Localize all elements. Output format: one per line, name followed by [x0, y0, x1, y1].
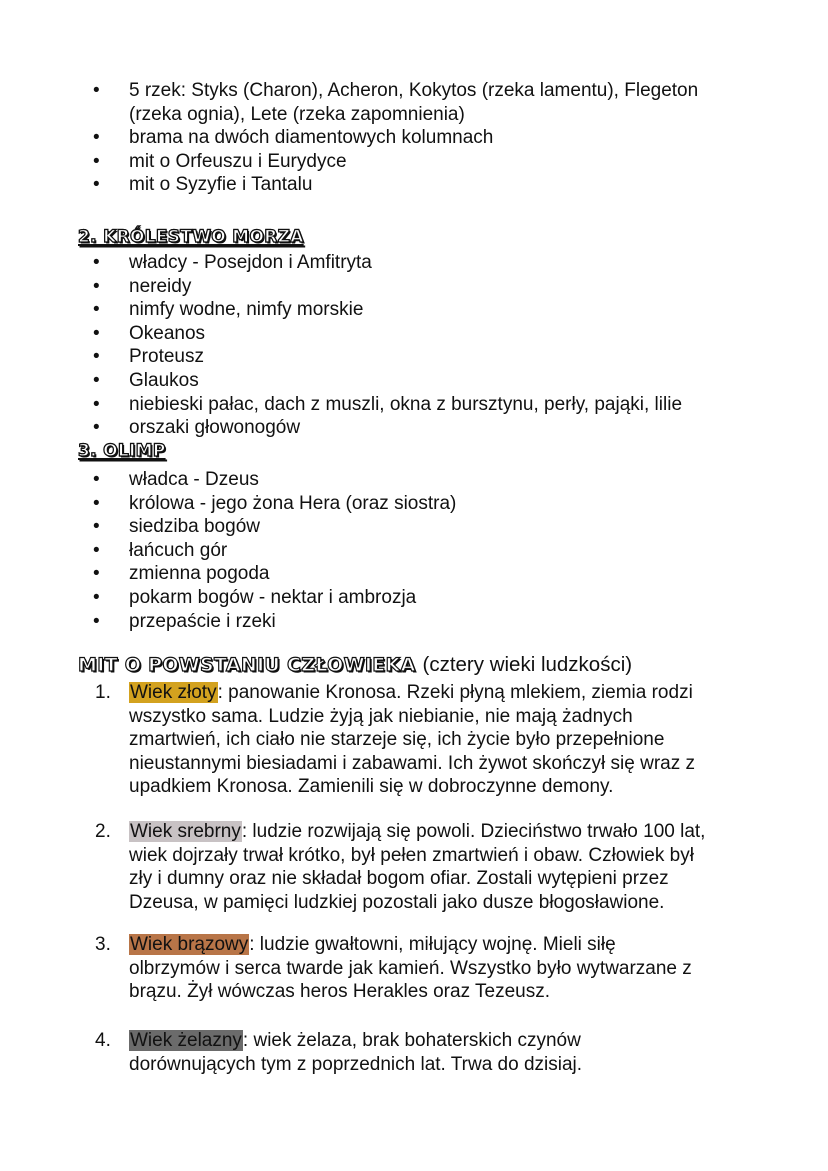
numbered-item — [0, 681, 828, 799]
numbered-item — [0, 820, 828, 914]
item-line — [129, 728, 828, 752]
list-item-text: (rzeka ognia), Lete (rzeka zapomnienia) — [129, 103, 465, 125]
bullet-icon: • — [93, 516, 100, 538]
bullet-icon: • — [93, 369, 100, 391]
item-text: upadkiem Kronosa. Zamienili się w dobroczynne demony. — [129, 776, 614, 798]
bullet-icon: • — [93, 586, 100, 608]
list-item — [0, 393, 828, 417]
age-item — [0, 933, 828, 1004]
item-text: wiek dojrzały trwał krótko, był pełen zmartwień i obaw. Człowiek był — [129, 844, 694, 866]
list-item-text: nimfy wodne, nimfy morskie — [129, 299, 364, 321]
item-number: 4. — [95, 1030, 111, 1051]
list-item-text: siedziba bogów — [129, 516, 260, 538]
list-item — [0, 345, 828, 369]
item-number: 2. — [95, 821, 111, 842]
list-item-text: brama na dwóch diamentowych kolumnach — [129, 127, 494, 149]
item-text: zły i dumny oraz nie składał bogom ofiar. Zostali wytępieni przez — [129, 868, 669, 890]
item-text: zmartwień, ich ciało nie starzeje się, ich życie było przepełnione — [129, 729, 665, 751]
olymp-list — [0, 468, 828, 633]
age-label-highlight: Wiek złoty — [130, 682, 217, 703]
item-text: dorównujących tym z poprzednich lat. Trwa do dzisiaj. — [129, 1053, 583, 1075]
list-item — [0, 539, 828, 563]
list-item-text: przepaście i rzeki — [129, 610, 276, 632]
list-item-text: Glaukos — [129, 369, 199, 391]
list-item-text: pokarm bogów - nektar i ambrozja — [129, 586, 417, 608]
list-item-text: 5 rzek: Styks (Charon), Acheron, Kokytos (rzeka lamentu), Flegeton — [129, 80, 699, 101]
bullet-icon: • — [93, 346, 100, 368]
list-item-text: Okeanos — [129, 322, 206, 344]
item-line — [129, 1053, 828, 1077]
list-item — [0, 586, 828, 610]
heading-myth — [78, 653, 632, 677]
item-line — [129, 775, 828, 799]
item-number: 3. — [95, 934, 111, 955]
item-text: olbrzymów i serca twarde jak kamień. Wszystko było wytwarzane z — [129, 957, 692, 979]
bullet-icon: • — [93, 417, 100, 439]
bullet-icon: • — [93, 275, 100, 297]
age-label-highlight: Wiek żelazny — [130, 1030, 242, 1051]
item-line — [129, 1029, 828, 1053]
list-item-text: królowa - jego żona Hera (oraz siostra) — [129, 492, 457, 514]
bullet-icon: • — [93, 539, 100, 561]
item-text: Dzeusa, w pamięci ludzkiej pozostali jako dusze błogosławione. — [129, 891, 665, 913]
list-item-text: niebieski pałac, dach z muszli, okna z bursztynu, perły, pająki, lilie — [129, 393, 683, 415]
list-item — [0, 468, 828, 492]
list-item-text: Proteusz — [129, 346, 204, 368]
list-item-text: władca - Dzeus — [129, 469, 259, 490]
numbered-item — [0, 933, 828, 1004]
list-item-text: zmienna pogoda — [129, 563, 270, 585]
item-line — [129, 867, 828, 891]
list-item — [0, 416, 828, 440]
bullet-icon: • — [93, 80, 100, 101]
heading-olymp: 3. OLIMP — [78, 441, 166, 461]
list-item — [0, 610, 828, 634]
bullet-icon: • — [93, 610, 100, 632]
item-line — [129, 681, 828, 705]
list-item — [0, 562, 828, 586]
item-text: : ludzie gwałtowni, miłujący wojnę. Mieli siłę — [249, 934, 616, 955]
list-item-text: łańcuch gór — [129, 539, 228, 561]
bullet-icon: • — [93, 299, 100, 321]
item-text: nieustannymi biesiadami i zabawami. Ich żywot skończył się wraz z — [129, 752, 695, 774]
bullet-icon: • — [93, 393, 100, 415]
list-item — [0, 275, 828, 299]
list-item-text: mit o Orfeuszu i Eurydyce — [129, 150, 347, 172]
item-line — [129, 957, 828, 981]
list-item-text: władcy - Posejdon i Amfitryta — [129, 252, 372, 273]
list-item — [0, 515, 828, 539]
item-line — [129, 820, 828, 844]
item-line — [129, 980, 828, 1004]
bullet-icon: • — [93, 150, 100, 172]
item-line — [129, 752, 828, 776]
list-item — [0, 322, 828, 346]
item-line — [129, 844, 828, 868]
list-item-text: orszaki głowonogów — [129, 417, 301, 439]
item-text: wszystko sama. Ludzie żyją jak niebianie, nie mają żadnych — [129, 705, 633, 727]
bullet-icon: • — [93, 174, 100, 196]
age-label-highlight: Wiek brązowy — [130, 934, 249, 955]
age-label-highlight: Wiek srebrny — [130, 821, 241, 842]
bullet-icon: • — [93, 322, 100, 344]
age-item — [0, 1029, 828, 1076]
list-item — [0, 251, 828, 275]
item-line — [129, 933, 828, 957]
item-line — [129, 891, 828, 915]
list-item-text: mit o Syzyfie i Tantalu — [129, 174, 313, 196]
list-item — [0, 126, 828, 150]
heading-myth-subtitle: (cztery wieki ludzkości) — [422, 653, 633, 676]
item-number: 1. — [95, 682, 111, 703]
list-item — [0, 79, 828, 126]
item-text: : ludzie rozwijają się powoli. Dzieciństwo trwało 100 lat, — [241, 821, 706, 842]
list-item — [0, 298, 828, 322]
list-item — [0, 150, 828, 174]
list-item — [0, 492, 828, 516]
list-item — [0, 173, 828, 197]
item-text: brązu. Żył wówczas heros Herakles oraz Tezeusz. — [129, 981, 550, 1003]
item-text: : wiek żelaza, brak bohaterskich czynów — [242, 1030, 581, 1051]
bullet-icon: • — [93, 492, 100, 514]
bullet-icon: • — [93, 563, 100, 585]
underworld-list — [0, 79, 828, 197]
bullet-icon: • — [93, 127, 100, 149]
age-item — [0, 681, 828, 799]
list-item — [0, 369, 828, 393]
bullet-icon: • — [93, 252, 100, 273]
list-item-text: nereidy — [129, 275, 192, 297]
item-line — [129, 705, 828, 729]
heading-sea-kingdom: 2. KRÓLESTWO MORZA — [78, 227, 304, 247]
item-text: : panowanie Kronosa. Rzeki płyną mlekiem, ziemia rodzi — [217, 682, 693, 703]
age-item — [0, 820, 828, 914]
heading-myth-title: MIT O POWSTANIU CZŁOWIEKA — [78, 654, 416, 676]
numbered-item — [0, 1029, 828, 1076]
sea-list — [0, 251, 828, 440]
bullet-icon: • — [93, 469, 100, 490]
